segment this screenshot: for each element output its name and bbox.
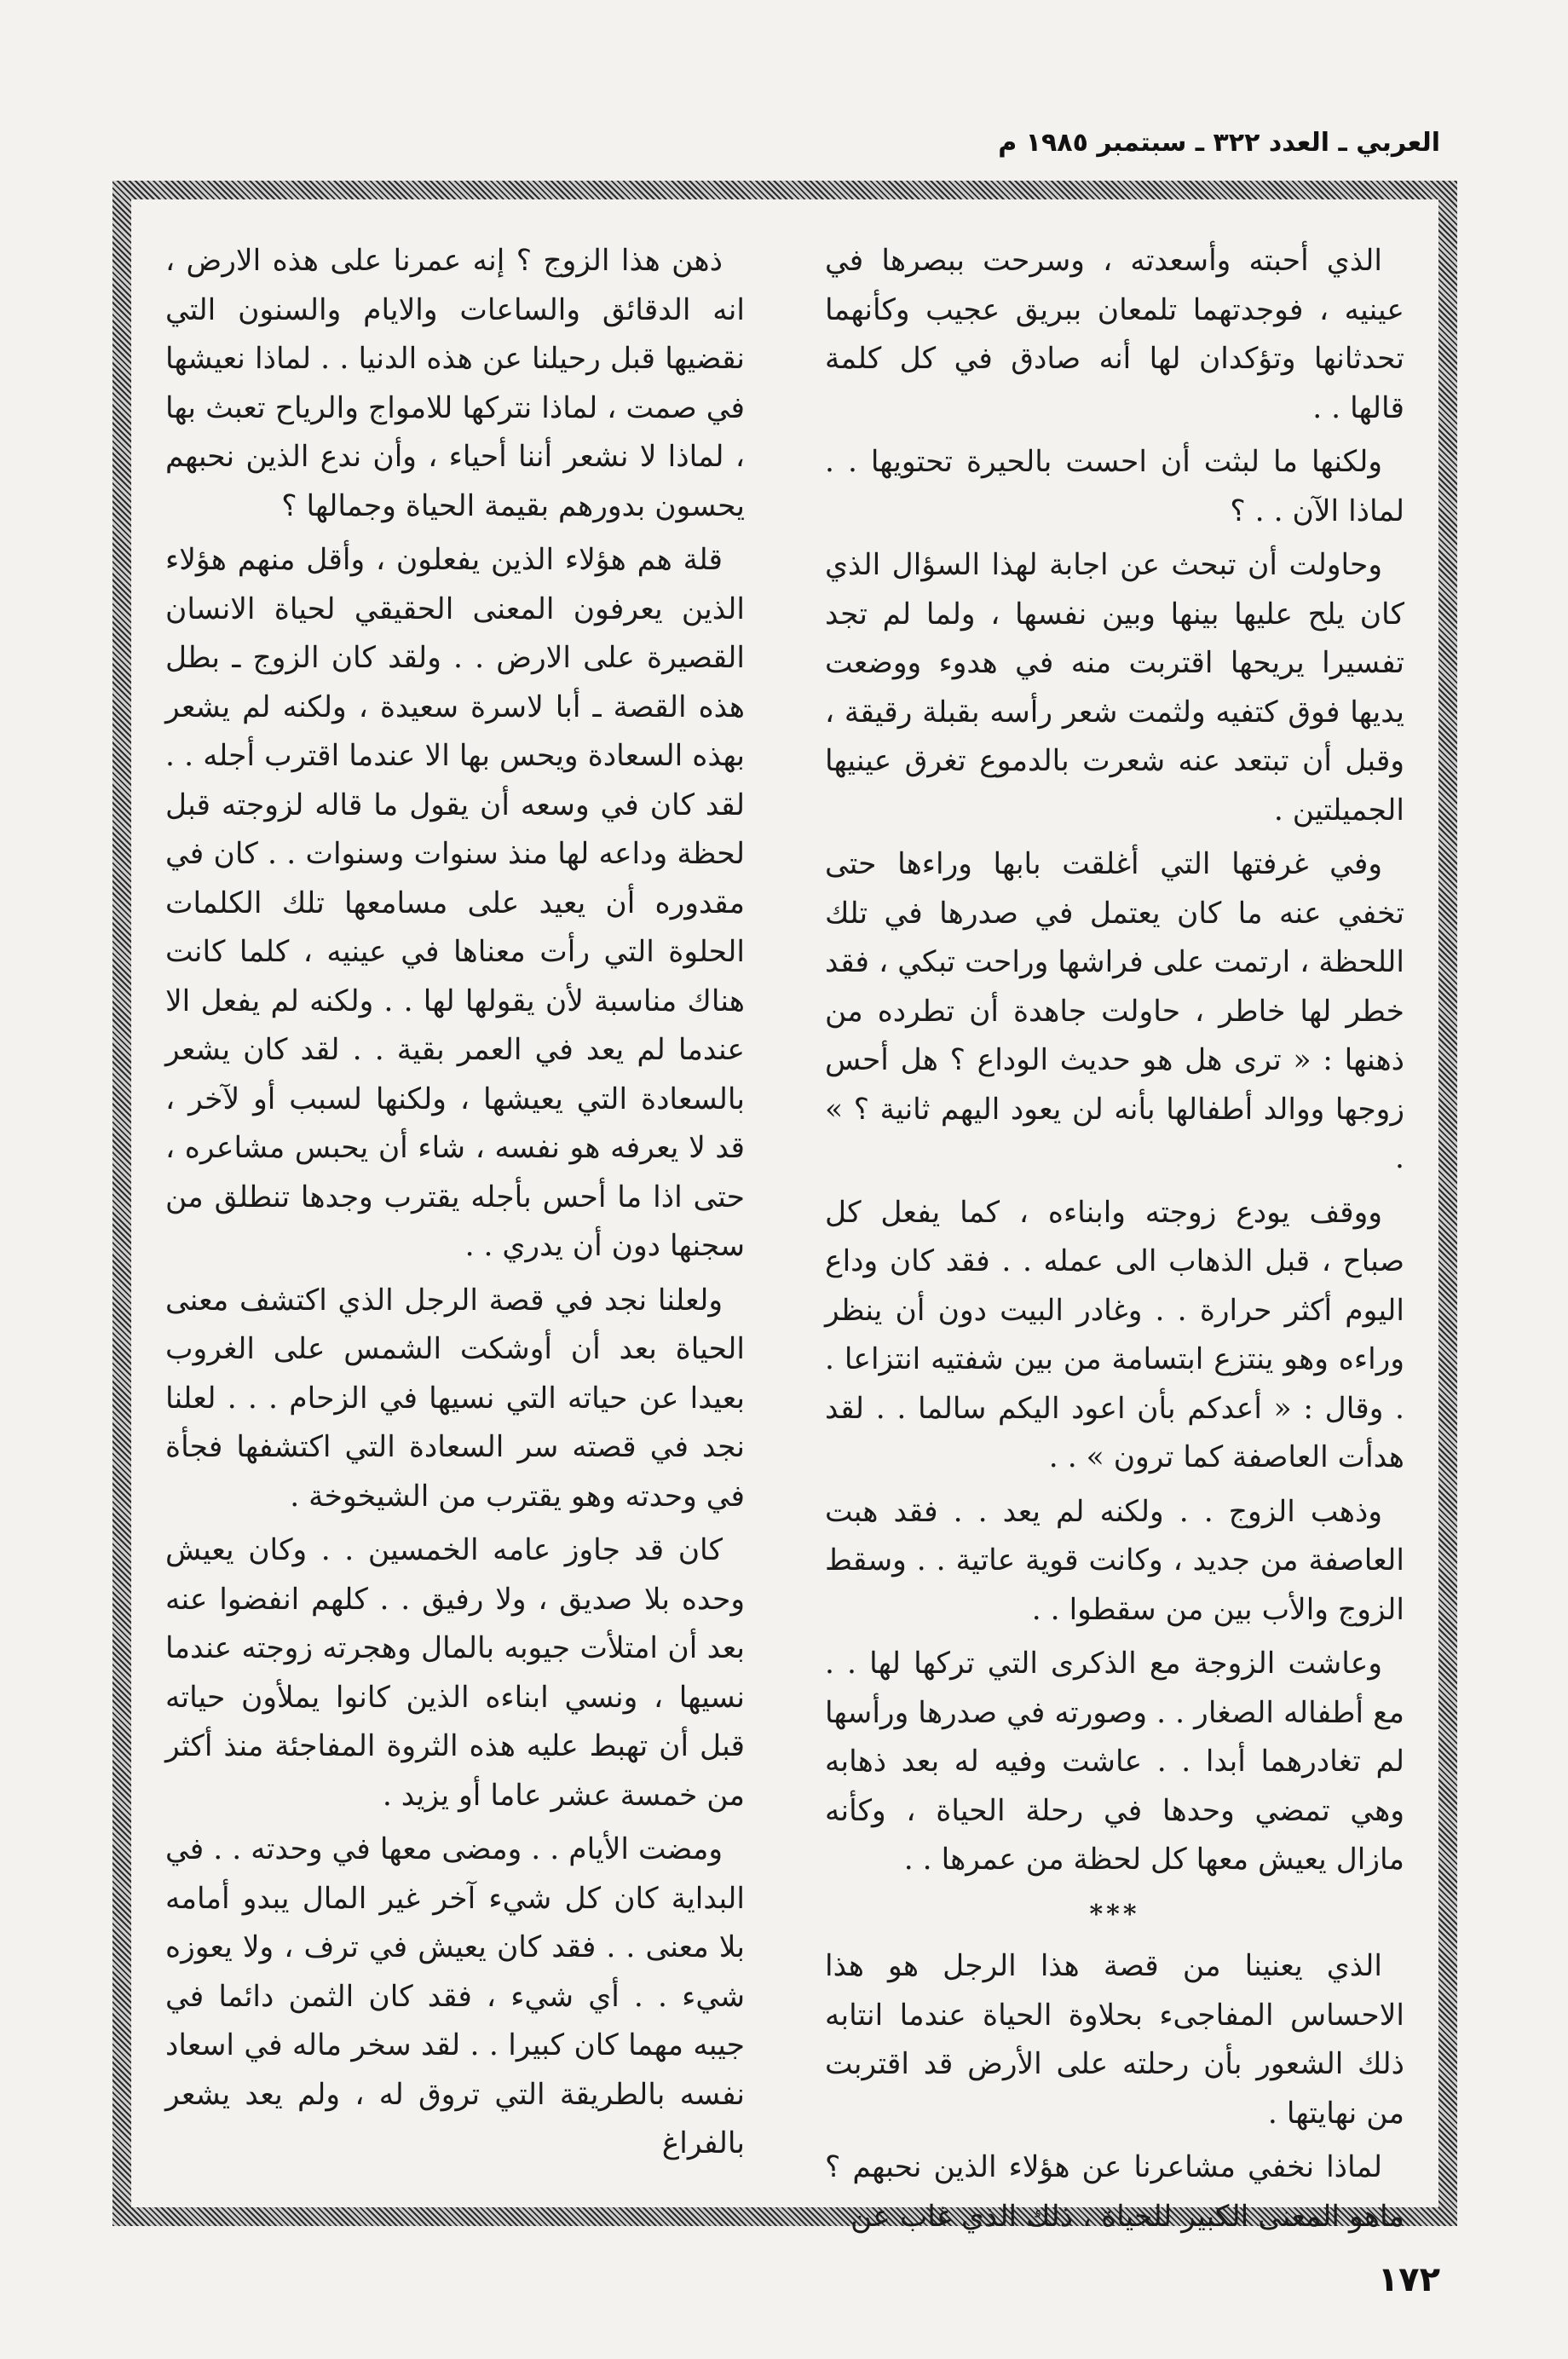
text-column-left [165, 237, 745, 2182]
paragraph: لماذا نخفي مشاعرنا عن هؤلاء الذين نحبهم ؟ ماهو المعنى الكبير للحياة ، ذلك الذي غاب عن [825, 2150, 1404, 2234]
paragraph: ومضت الأيام . . ومضى معها في وحدته . . في البداية كان كل شيء آخر غير المال يبدو أمامه بلا معنى . . فقد كان يعيش في ترف ، ولا يعوزه شيء . . أي شيء ، فقد كان الثمن دائما في جيبه مهما كان كبيرا . . لقد سخر ماله في اسعاد نفسه بالطريقة التي تروق له ، ولم يعد يشعر بالفراغ [165, 1832, 745, 2160]
paragraph: ولعلنا نجد في قصة الرجل الذي اكتشف معنى الحياة بعد أن أوشكت الشمس على الغروب بعيدا عن حياته التي نسيها في الزحام . . . لعلنا نجد في قصته سر السعادة التي اكتشفها فجأة في وحدته وهو يقترب من الشيخوخة . [165, 1283, 745, 1514]
paragraph: كان قد جاوز عامه الخمسين . . وكان يعيش وحده بلا صديق ، ولا رفيق . . كلهم انفضوا عنه بعد أن امتلأت جيوبه بالمال وهجرته زوجته عندما نسيها ، ونسي ابناءه الذين كانوا يملأون حياته قبل أن تهبط عليه هذه الثروة المفاجئة منذ أكثر من خمسة عشر عاما أو يزيد . [165, 1533, 745, 1813]
page-number: ١٧٢ [1377, 2260, 1440, 2299]
article-frame [112, 181, 1457, 2234]
paragraph: وفي غرفتها التي أغلقت بابها وراءها حتى تخفي عنه ما كان يعتمل في صدرها في تلك اللحظة ، ارتمت على فراشها وراحت تبكي ، فقد خطر لها خاطر ، حاولت جاهدة أن تطرده من ذهنها : « ترى هل هو حديث الوداع ؟ هل أحس زوجها ووالد أطفالها بأنه لن يعود اليهم ثانية ؟ » . [825, 847, 1404, 1175]
text-column-right [825, 237, 1404, 2234]
paragraph: ولكنها ما لبثت أن احست بالحيرة تحتويها . . لماذا الآن . . ؟ [825, 445, 1404, 528]
paragraph: الذي أحبته وأسعدته ، وسرحت ببصرها في عينيه ، فوجدتهما تلمعان ببريق عجيب وكأنهما تحدثانها وتؤكدان لها أنه صادق في كل كلمة قالها . . [825, 244, 1404, 425]
paragraph: ووقف يودع زوجته وابناءه ، كما يفعل كل صباح ، قبل الذهاب الى عمله . . فقد كان وداع اليوم أكثر حرارة . . وغادر البيت دون أن ينظر وراءه وهو ينتزع ابتسامة من بين شفتيه انتزاعا . . وقال : « أعدكم بأن اعود اليكم سالما . . لقد هدأت العاصفة كما ترون » . . [825, 1195, 1404, 1474]
running-head: العربي ـ العدد ٣٢٢ ـ سبتمبر ١٩٨٥ م [998, 128, 1440, 158]
paragraph: وذهب الزوج . . ولكنه لم يعد . . فقد هبت العاصفة من جديد ، وكانت قوية عاتية . . وسقط الزوج والأب بين من سقطوا . . [825, 1494, 1404, 1627]
paragraph: ذهن هذا الزوج ؟ إنه عمرنا على هذه الارض ، انه الدقائق والساعات والايام والسنون التي نقضيها قبل رحيلنا عن هذه الدنيا . . لماذا نعيشها في صمت ، لماذا نتركها للامواج والرياح تعبث بها ، لماذا لا نشعر أننا أحياء ، وأن ندع الذين نحبهم يحسون بدورهم بقيمة الحياة وجمالها ؟ [165, 244, 745, 523]
paragraph: الذي يعنينا من قصة هذا الرجل هو هذا الاحساس المفاجىء بحلاوة الحياة عندما انتابه ذلك الشعور بأن رحلته على الأرض قد اقتربت من نهايتها . [825, 1949, 1404, 2131]
paragraph: وحاولت أن تبحث عن اجابة لهذا السؤال الذي كان يلح عليها بينها وبين نفسها ، ولما لم تجد تفسيرا يريحها اقتربت منه في هدوء ووضعت يديها فوق كتفيه ولثمت شعر رأسه بقبلة رقيقة ، وقبل أن تبتعد عنه شعرت بالدموع تغرق عينيها الجميلتين . [825, 548, 1404, 828]
section-separator: *** [1089, 1899, 1140, 1929]
paragraph: وعاشت الزوجة مع الذكرى التي تركها لها . . مع أطفاله الصغار . . وصورته في صدرها ورأسها لم تغادرهما أبدا . . عاشت وفيه له بعد ذهابه وهي تمضي وحدها في رحلة الحياة ، وكأنه مازال يعيش معها كل لحظة من عمرها . . [825, 1647, 1404, 1877]
paragraph: قلة هم هؤلاء الذين يفعلون ، وأقل منهم هؤلاء الذين يعرفون المعنى الحقيقي لحياة الانسان القصيرة على الارض . . ولقد كان الزوج ـ بطل هذه القصة ـ أبا لاسرة سعيدة ، ولكنه لم يشعر بهذه السعادة ويحس بها الا عندما اقترب أجله . . لقد كان في وسعه أن يقول ما قاله لزوجته قبل لحظة وداعه لها منذ سنوات وسنوات . . كان في مقدوره أن يعيد على مسامعها تلك الكلمات الحلوة التي رأت معناها في عينيه ، كلما كانت هناك مناسبة لأن يقولها لها . . ولكنه لم يفعل الا عندما لم يعد في العمر بقية . . لقد كان يشعر بالسعادة التي يعيشها ، ولكنها لسبب أو لآخر ، قد لا يعرفه هو نفسه ، شاء أن يحبس مشاعره ، حتى اذا ما أحس بأجله يقترب وجدها تنطلق من سجنها دون أن يدري . . [165, 543, 745, 1263]
